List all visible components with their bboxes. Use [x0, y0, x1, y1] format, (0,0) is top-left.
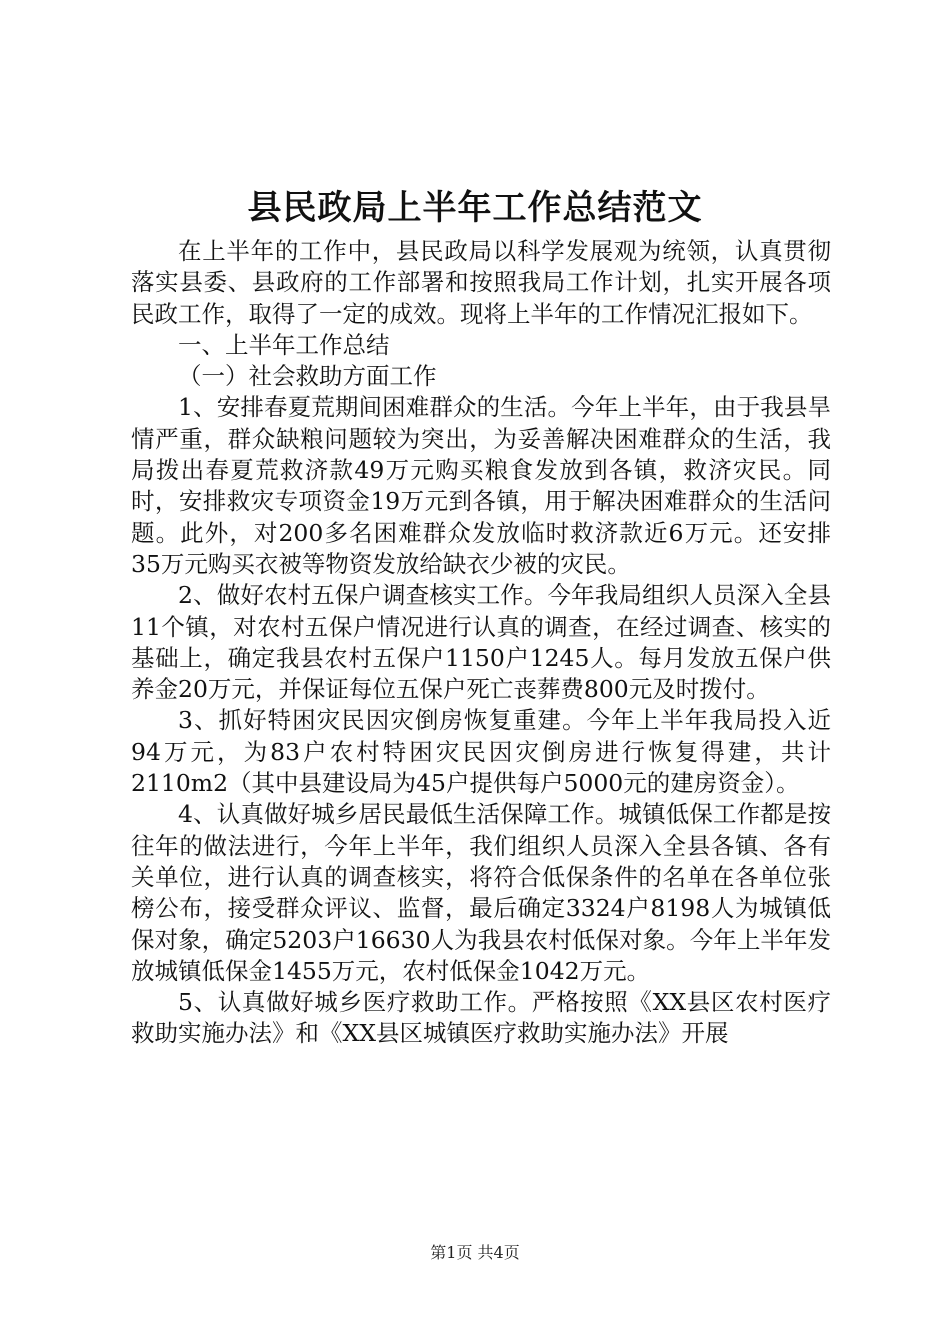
item-paragraph-2: 2、做好农村五保户调查核实工作。今年我局组织人员深入全县11个镇，对农村五保户情况进行认真的调查，在经过调查、核实的基础上，确定我县农村五保户1150户1245人。每月发放五保户供养金20万元，并保证每位五保户死亡丧葬费800元及时拨付。	[131, 581, 831, 704]
item-paragraph-3: 3、抓好特困灾民因灾倒房恢复重建。今年上半年我局投入近94万元，为83户农村特困灾民因灾倒房进行恢复得建，共计2110m2（其中县建设局为45户提供每户5000元的建房资金）。	[131, 706, 831, 798]
intro-paragraph: 在上半年的工作中，县民政局以科学发展观为统领，认真贯彻落实县委、县政府的工作部署和按照我局工作计划，扎实开展各项民政工作，取得了一定的成效。现将上半年的工作情况汇报如下。	[131, 237, 831, 328]
document-body	[131, 236, 831, 1050]
item-paragraph-5: 5、认真做好城乡医疗救助工作。严格按照《XX县区农村医疗救助实施办法》和《XX县区城镇医疗救助实施办法》开展	[131, 988, 831, 1048]
subsection-heading: （一）社会救助方面工作	[178, 362, 437, 391]
item-paragraph-1: 1、安排春夏荒期间困难群众的生活。今年上半年，由于我县旱情严重，群众缺粮问题较为突出，为妥善解决困难群众的生活，我局拨出春夏荒救济款49万元购买粮食发放到各镇，救济灾民。同时，安排救灾专项资金19万元到各镇，用于解决困难群众的生活问题。此外，对200多名困难群众发放临时救济款近6万元。还安排35万元购买衣被等物资发放给缺衣少被的灾民。	[131, 393, 831, 578]
document-title: 县民政局上半年工作总结范文	[247, 188, 703, 228]
item-paragraph-4: 4、认真做好城乡居民最低生活保障工作。城镇低保工作都是按往年的做法进行，今年上半年，我们组织人员深入全县各镇、各有关单位，进行认真的调查核实，将符合低保条件的名单在各单位张榜公布，接受群众评议、监督，最后确定3324户8198人为城镇低保对象，确定5203户16630人为我县农村低保对象。今年上半年发放城镇低保金1455万元，农村低保金1042万元。	[131, 800, 831, 985]
section-heading: 一、上半年工作总结	[178, 330, 390, 359]
page-number-footer: 第1页 共4页	[430, 1243, 520, 1262]
